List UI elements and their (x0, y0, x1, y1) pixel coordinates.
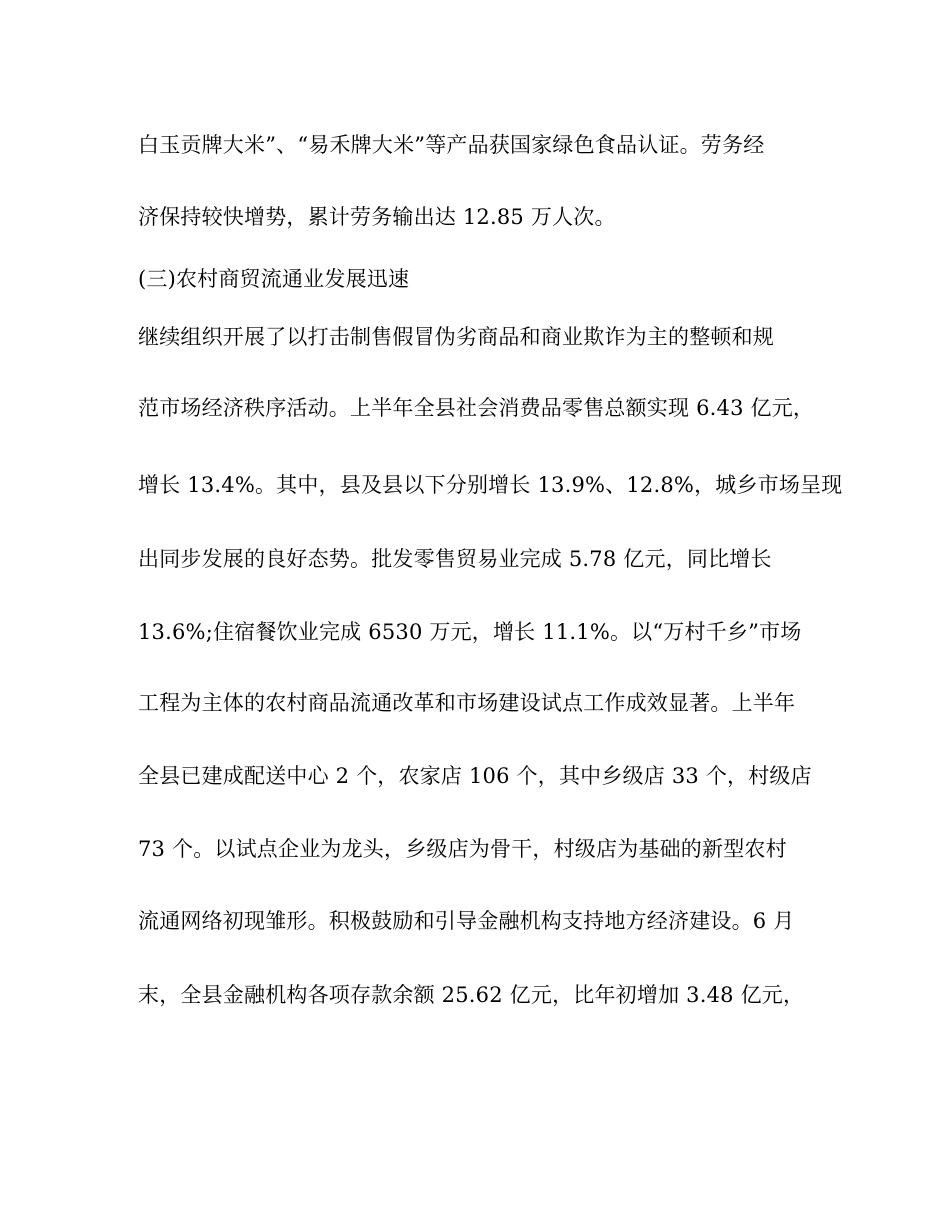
section-heading: (三)农村商贸流通业发展迅速 (138, 267, 410, 291)
text-line: 白玉贡牌大米”、“易禾牌大米”等产品获国家绿色食品认证。劳务经 (138, 133, 765, 157)
text-line: 73 个。以试点企业为龙头，乡级店为骨干，村级店为基础的新型农村 (138, 837, 787, 861)
text-line: 继续组织开展了以打击制售假冒伪劣商品和商业欺诈为主的整顿和规 (138, 325, 774, 349)
text-line: 末，全县金融机构各项存款余额 25.62 亿元，比年初增加 3.48 亿元， (138, 983, 805, 1007)
text-line: 流通网络初现雏形。积极鼓励和引导金融机构支持地方经济建设。6 月 (138, 909, 795, 933)
text-line: 13.6%;住宿餐饮业完成 6530 万元，增长 11.1%。以“万村千乡”市场 (138, 620, 802, 644)
text-line: 出同步发展的良好态势。批发零售贸易业完成 5.78 亿元，同比增长 (138, 547, 772, 571)
text-line: 增长 13.4%。其中，县及县以下分别增长 13.9%、12.8%，城乡市场呈现 (138, 473, 843, 497)
text-line: 济保持较快增势，累计劳务输出达 12.85 万人次。 (138, 205, 616, 229)
text-line: 范市场经济秩序活动。上半年全县社会消费品零售总额实现 6.43 亿元， (138, 396, 815, 420)
text-line: 全县已建成配送中心 2 个，农家店 106 个，其中乡级店 33 个，村级店 (138, 764, 812, 788)
text-line: 工程为主体的农村商品流通改革和市场建设试点工作成效显著。上半年 (138, 691, 796, 715)
